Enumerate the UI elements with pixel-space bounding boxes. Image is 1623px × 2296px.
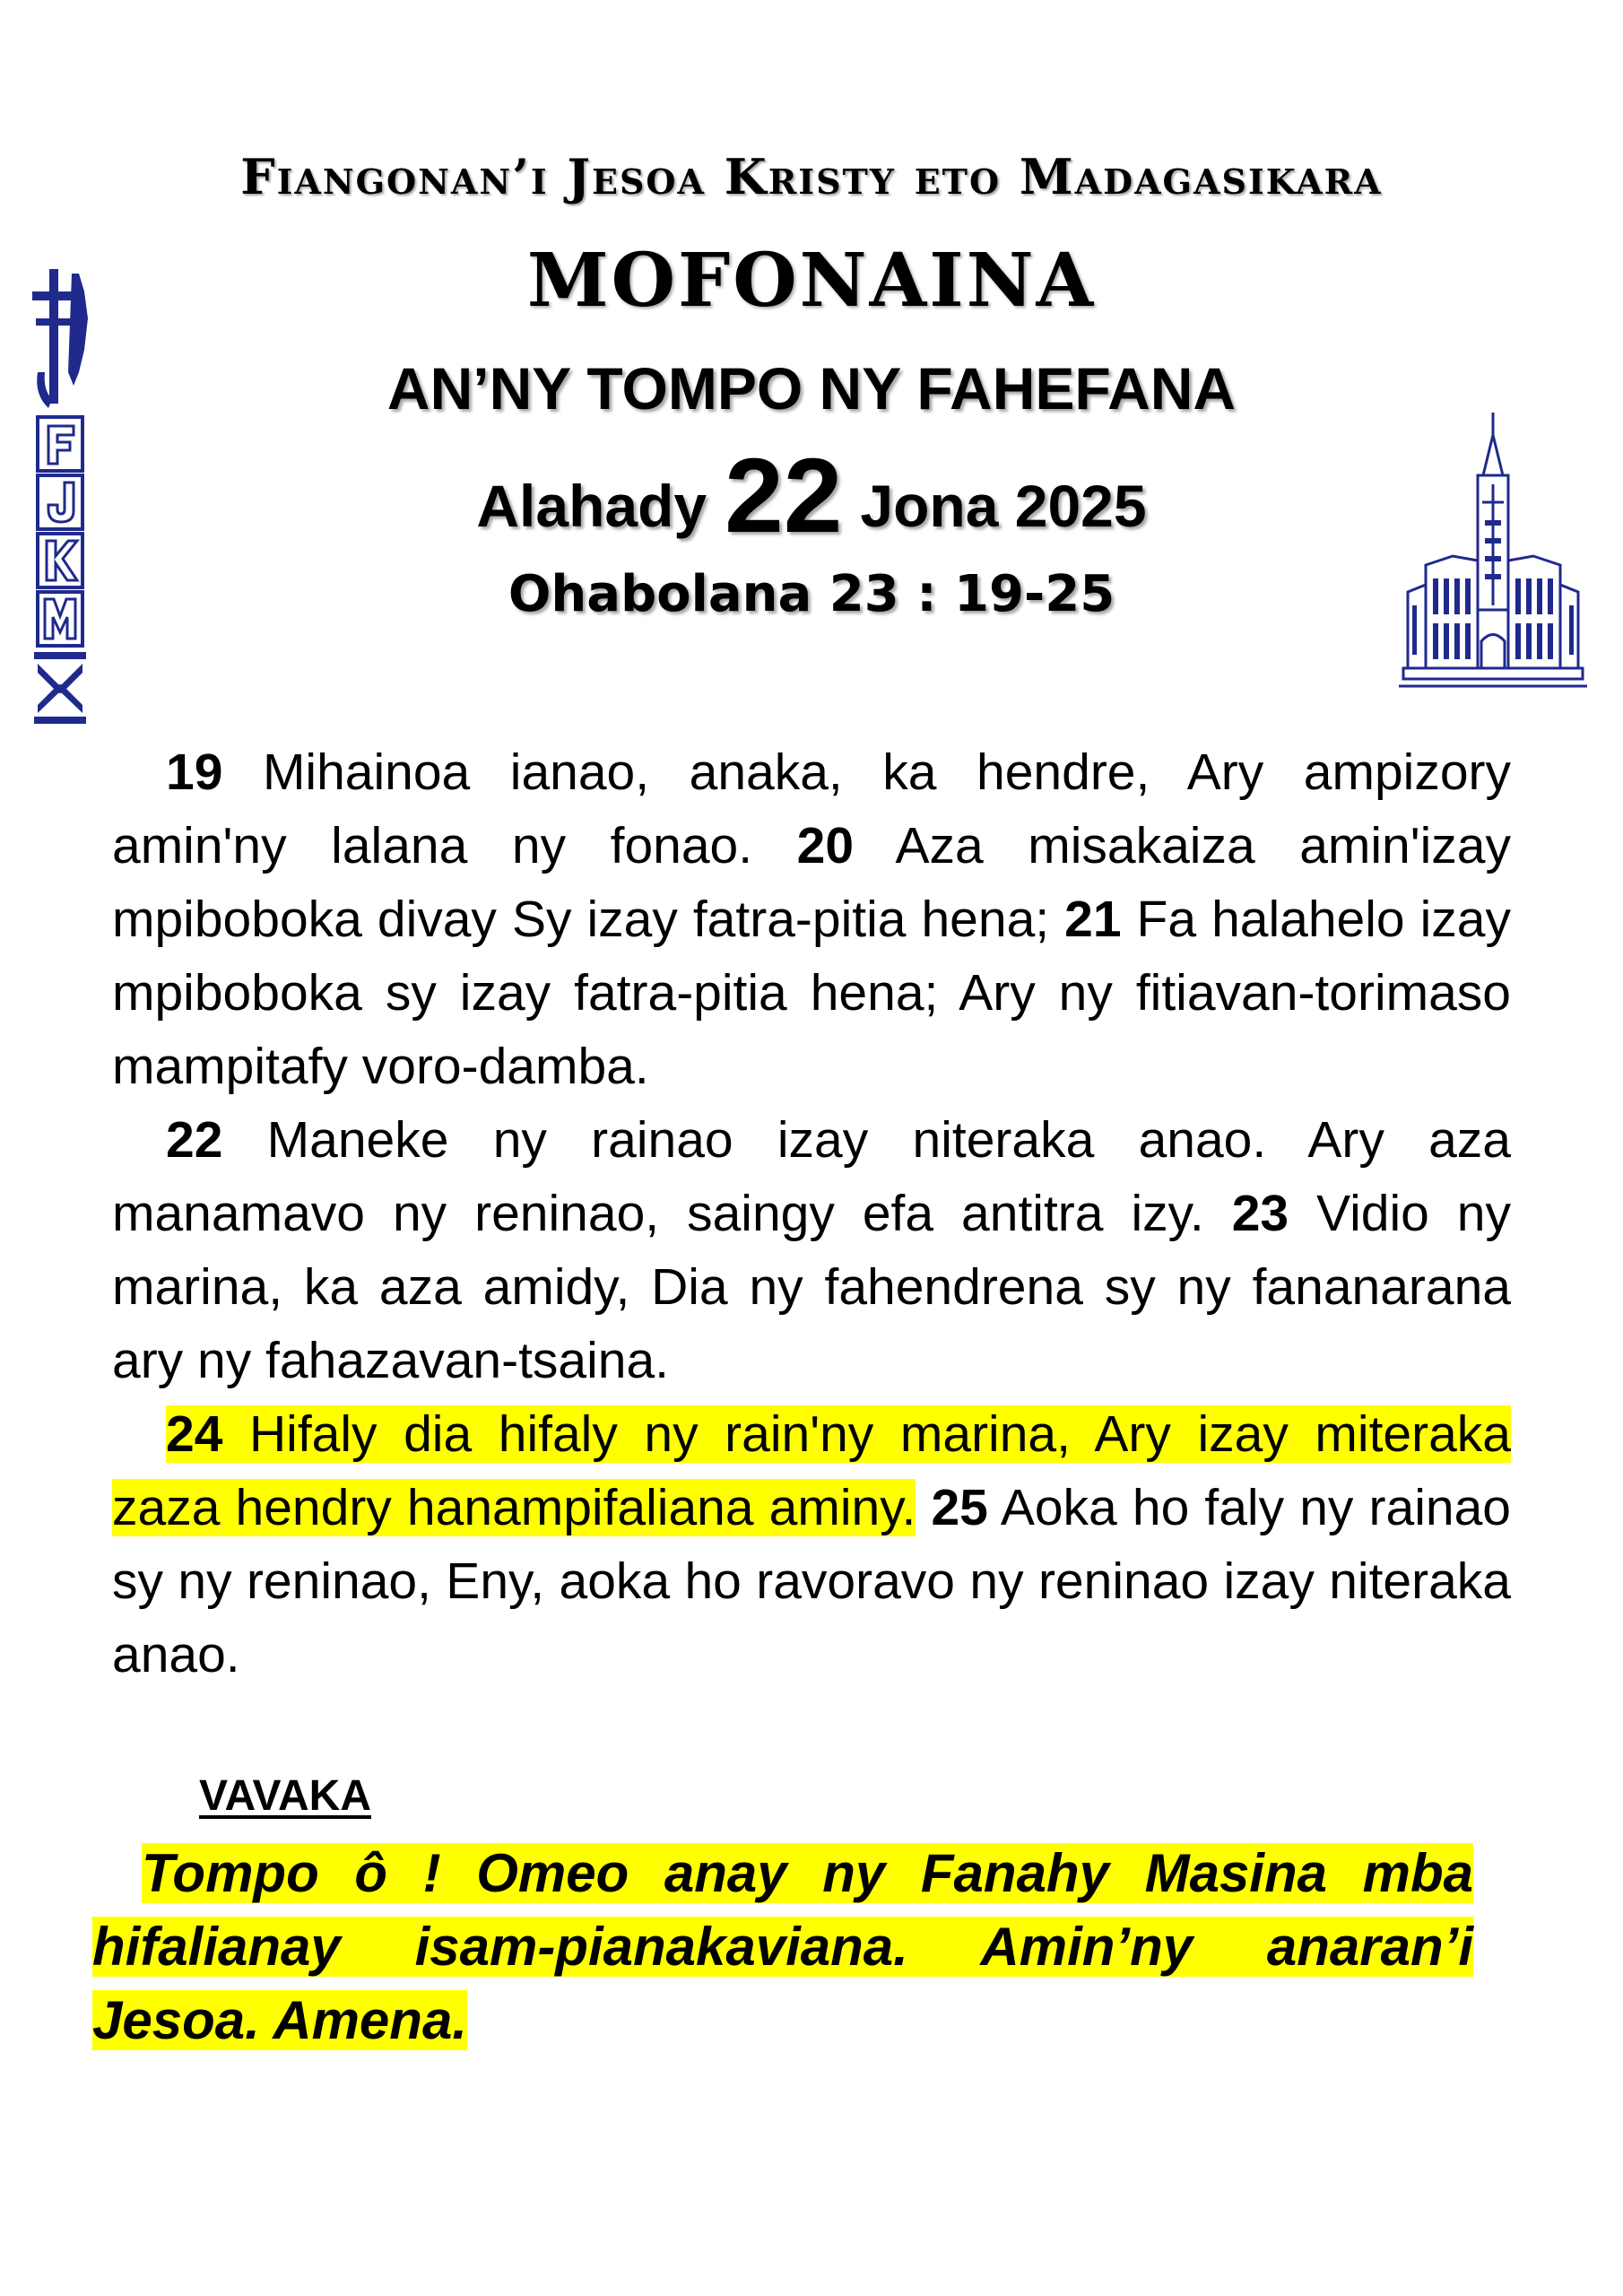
verse-number: 21 — [1064, 891, 1122, 948]
verse-number: 25 — [931, 1479, 988, 1536]
paragraph-1 — [112, 735, 1511, 1103]
page-title: MOFONAINA — [526, 238, 1097, 324]
verse-number: 23 — [1231, 1185, 1289, 1242]
date-day: 22 — [725, 437, 843, 555]
church-name: Fiangonan’i Jesoa Kristy eto Madagasikara — [240, 148, 1383, 205]
scripture-passage — [112, 735, 1511, 1692]
page-subtitle: AN’NY TOMPO NY FAHEFANA — [386, 355, 1237, 422]
scripture-reference: Ohabolana 23 : 19-25 — [508, 565, 1115, 623]
prayer-heading: VAVAKA — [199, 1772, 371, 1820]
prayer-text-block — [92, 1837, 1473, 2057]
verse-number: 22 — [166, 1111, 223, 1169]
date-suffix: Jona 2025 — [860, 473, 1147, 539]
prayer-text: Tompo ô ! Omeo anay ny Fanahy Masina mba hifalianay isam-pianakaviana. Amin’ny anaran’i Jesoa. Amena. — [92, 1843, 1473, 2050]
verse-text: Aza misakaiza amin'izay mpiboboka divay Sy izay fatra-pitia hena; — [112, 817, 1511, 948]
verse-text: Hifaly dia hifaly ny rain'ny marina, Ary izay miteraka zaza hendry hanampifaliana aminy. — [112, 1405, 1511, 1536]
verse-text: Vidio ny marina, ka aza amidy, Dia ny fahendrena sy ny fananarana ary ny fahazavan-tsaina. — [112, 1185, 1512, 1389]
verse-number: 24 — [166, 1405, 223, 1463]
paragraph-2 — [112, 1103, 1511, 1397]
date-line — [0, 438, 1623, 564]
verse-text: Fa halahelo izay mpiboboka sy izay fatra-pitia hena; Ary ny fitiavan-torimaso mampitafy voro-damba. — [112, 891, 1511, 1095]
paragraph-3 — [112, 1397, 1511, 1692]
verse-text: Mihainoa ianao, anaka, ka hendre, Ary ampizory amin'ny lalana ny fonao. — [112, 744, 1511, 874]
verse-number: 19 — [166, 744, 223, 801]
verse-text: Aoka ho faly ny rainao sy ny reninao, Eny, aoka ho ravoravo ny reninao izay niteraka anao. — [112, 1479, 1511, 1683]
verse-number: 20 — [796, 817, 855, 874]
date-prefix: Alahady — [476, 473, 707, 539]
verse-text: Maneke ny rainao izay niteraka anao. Ary aza manamavo ny reninao, saingy efa antitra izy. — [112, 1111, 1511, 1242]
